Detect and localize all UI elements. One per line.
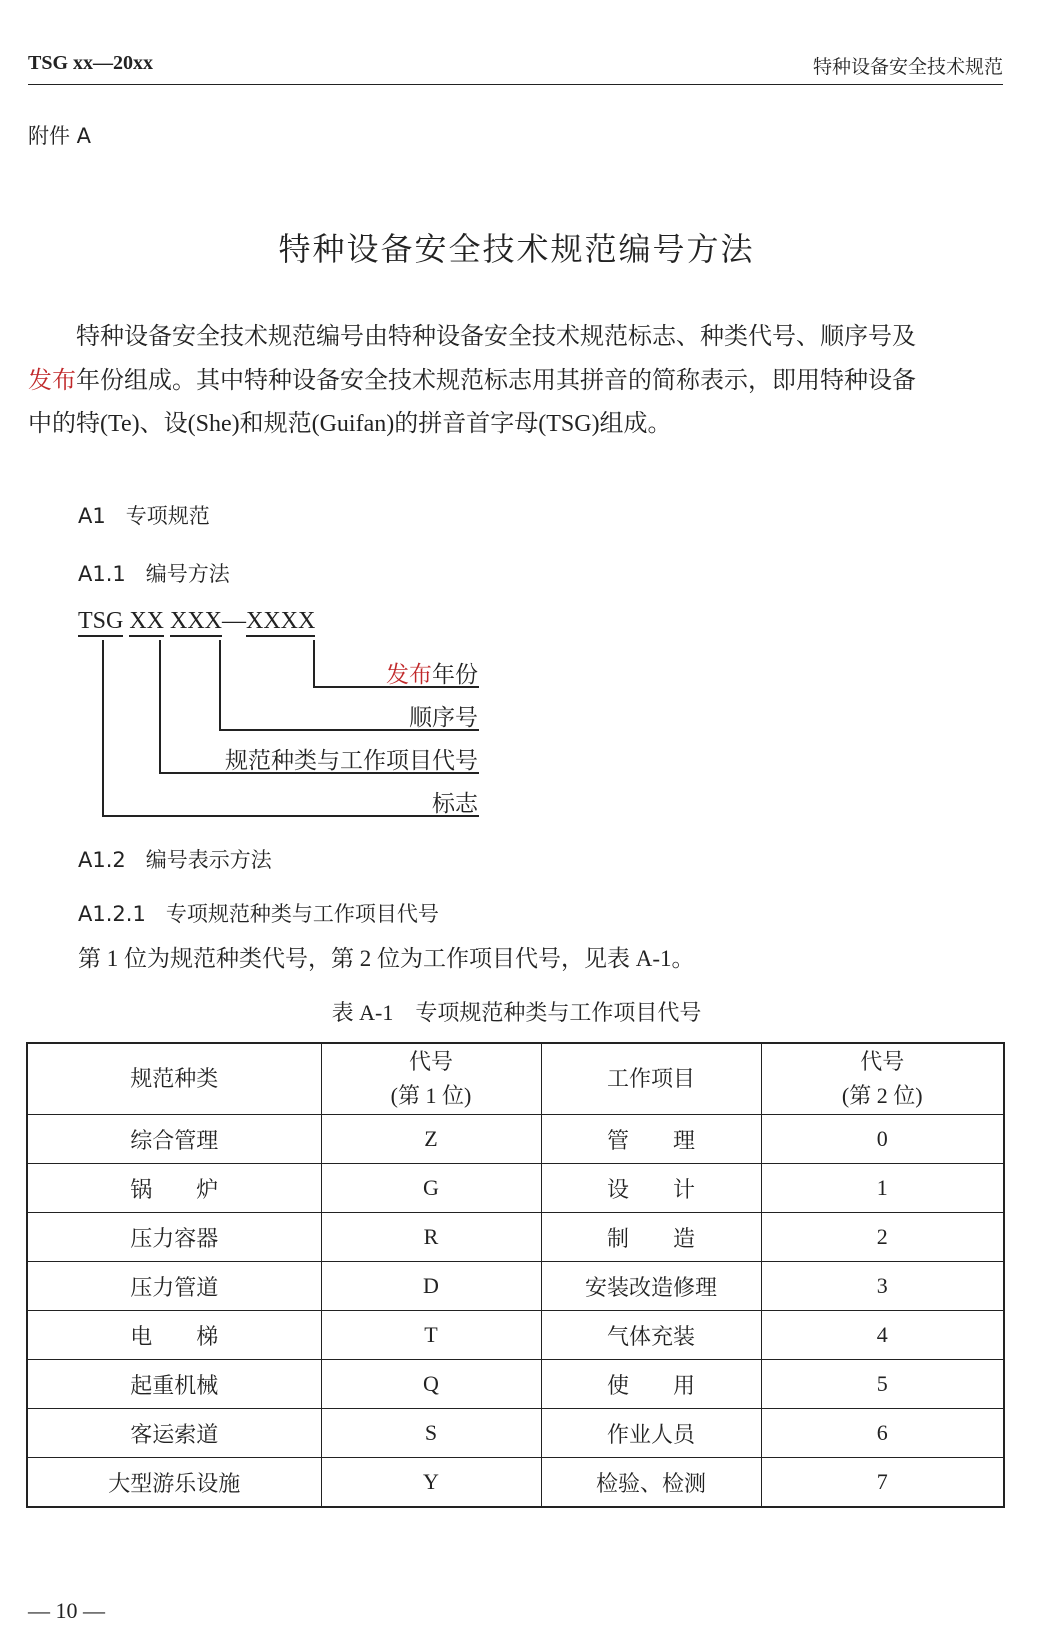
cell-code-2: 0	[761, 1115, 1004, 1164]
header-text: 代号	[408, 1049, 453, 1074]
code-part-sequence: XXX	[170, 608, 222, 637]
cell-category: 锅 炉	[27, 1164, 321, 1213]
label-year-rest: 年份	[432, 662, 478, 688]
code-table	[26, 1042, 1005, 1508]
cell-category: 电 梯	[27, 1311, 321, 1360]
section-number: A1.1	[78, 562, 126, 586]
header-subtext: (第 2 位)	[841, 1083, 923, 1108]
label-category: 规范种类与工作项目代号	[225, 748, 478, 774]
section-a12-heading	[78, 844, 272, 874]
label-sequence: 顺序号	[409, 705, 478, 731]
cell-work-item: 设 计	[541, 1164, 761, 1213]
cell-code-2: 6	[761, 1409, 1004, 1458]
code-dash: —	[222, 608, 247, 634]
cell-code-1: T	[321, 1311, 541, 1360]
header-text: 规范种类	[130, 1066, 219, 1091]
a121-text: 第 1 位为规范种类代号，第 2 位为工作项目代号，见表 A-1。	[78, 946, 695, 971]
intro-red-text: 发布	[28, 366, 76, 394]
cell-work-item: 检验、检测	[541, 1458, 761, 1508]
table-row	[27, 1115, 1004, 1164]
header-category	[27, 1043, 321, 1115]
cell-category: 客运索道	[27, 1409, 321, 1458]
cell-work-item: 作业人员	[541, 1409, 761, 1458]
cell-code-2: 2	[761, 1213, 1004, 1262]
section-a121-heading	[78, 898, 439, 928]
cell-code-1: Q	[321, 1360, 541, 1409]
code-part-category: XX	[129, 608, 164, 637]
section-number: A1.2.1	[78, 902, 146, 926]
section-number: A1.2	[78, 848, 126, 872]
code-part-year: XXXX	[246, 608, 315, 637]
cell-code-2: 7	[761, 1458, 1004, 1508]
cell-code-1: S	[321, 1409, 541, 1458]
header-code-2	[761, 1043, 1004, 1115]
intro-line-2	[28, 359, 1003, 403]
intro-line-2-text: 年份组成。其中特种设备安全技术规范标志用其拼音的简称表示，即用特种设备	[76, 368, 916, 394]
cell-code-1: D	[321, 1262, 541, 1311]
table-row	[27, 1213, 1004, 1262]
numbering-diagram	[78, 608, 498, 823]
cell-work-item: 制 造	[541, 1213, 761, 1262]
cell-code-2: 4	[761, 1311, 1004, 1360]
cell-work-item: 管 理	[541, 1115, 761, 1164]
header-divider	[28, 84, 1003, 85]
cell-code-1: Z	[321, 1115, 541, 1164]
intro-line-3: 中的特(Te)、设(She)和规范(Guifan)的拼音首字母(TSG)组成。	[28, 411, 672, 437]
cell-work-item: 使 用	[541, 1360, 761, 1409]
cell-code-2: 1	[761, 1164, 1004, 1213]
cell-code-1: G	[321, 1164, 541, 1213]
table-row	[27, 1164, 1004, 1213]
cell-category: 压力容器	[27, 1213, 321, 1262]
cell-code-1: R	[321, 1213, 541, 1262]
cell-category: 大型游乐设施	[27, 1458, 321, 1508]
cell-code-2: 5	[761, 1360, 1004, 1409]
section-title: 编号方法	[145, 562, 230, 586]
table-row	[27, 1311, 1004, 1360]
table-row	[27, 1409, 1004, 1458]
cell-category: 起重机械	[27, 1360, 321, 1409]
table-row	[27, 1262, 1004, 1311]
header-doc-type: 特种设备安全技术规范	[812, 56, 1003, 78]
cell-code-2: 3	[761, 1262, 1004, 1311]
cell-work-item: 安装改造修理	[541, 1262, 761, 1311]
section-number: A1	[78, 504, 106, 528]
intro-paragraph	[28, 316, 1003, 446]
label-year	[386, 656, 478, 689]
header-text: 代号	[860, 1049, 905, 1074]
section-a1-heading	[78, 500, 210, 530]
annex-label: 附件 A	[28, 124, 92, 148]
header-text: 工作项目	[606, 1066, 695, 1091]
header-work-item	[541, 1043, 761, 1115]
intro-line-1: 特种设备安全技术规范编号由特种设备安全技术规范标志、种类代号、顺序号及	[76, 324, 916, 350]
label-year-red: 发布	[386, 662, 432, 688]
section-a11-heading	[78, 558, 230, 588]
header-subtext: (第 1 位)	[390, 1083, 472, 1108]
cell-category: 综合管理	[27, 1115, 321, 1164]
table-caption: 表 A-1 专项规范种类与工作项目代号	[331, 1000, 702, 1025]
page-title: 特种设备安全技术规范编号方法	[278, 230, 755, 268]
table-row	[27, 1360, 1004, 1409]
cell-work-item: 气体充装	[541, 1311, 761, 1360]
header-doc-code: TSG xx—20xx	[28, 52, 154, 74]
section-title: 编号表示方法	[145, 848, 272, 872]
code-part-tsg: TSG	[78, 608, 123, 637]
label-mark: 标志	[432, 791, 478, 817]
cell-code-1: Y	[321, 1458, 541, 1508]
header-code-1	[321, 1043, 541, 1115]
section-title: 专项规范种类与工作项目代号	[165, 902, 439, 926]
cell-category: 压力管道	[27, 1262, 321, 1311]
table-row	[27, 1458, 1004, 1508]
section-title: 专项规范	[125, 504, 210, 528]
table-header-row	[27, 1043, 1004, 1115]
page-number: — 10 —	[28, 1598, 105, 1623]
